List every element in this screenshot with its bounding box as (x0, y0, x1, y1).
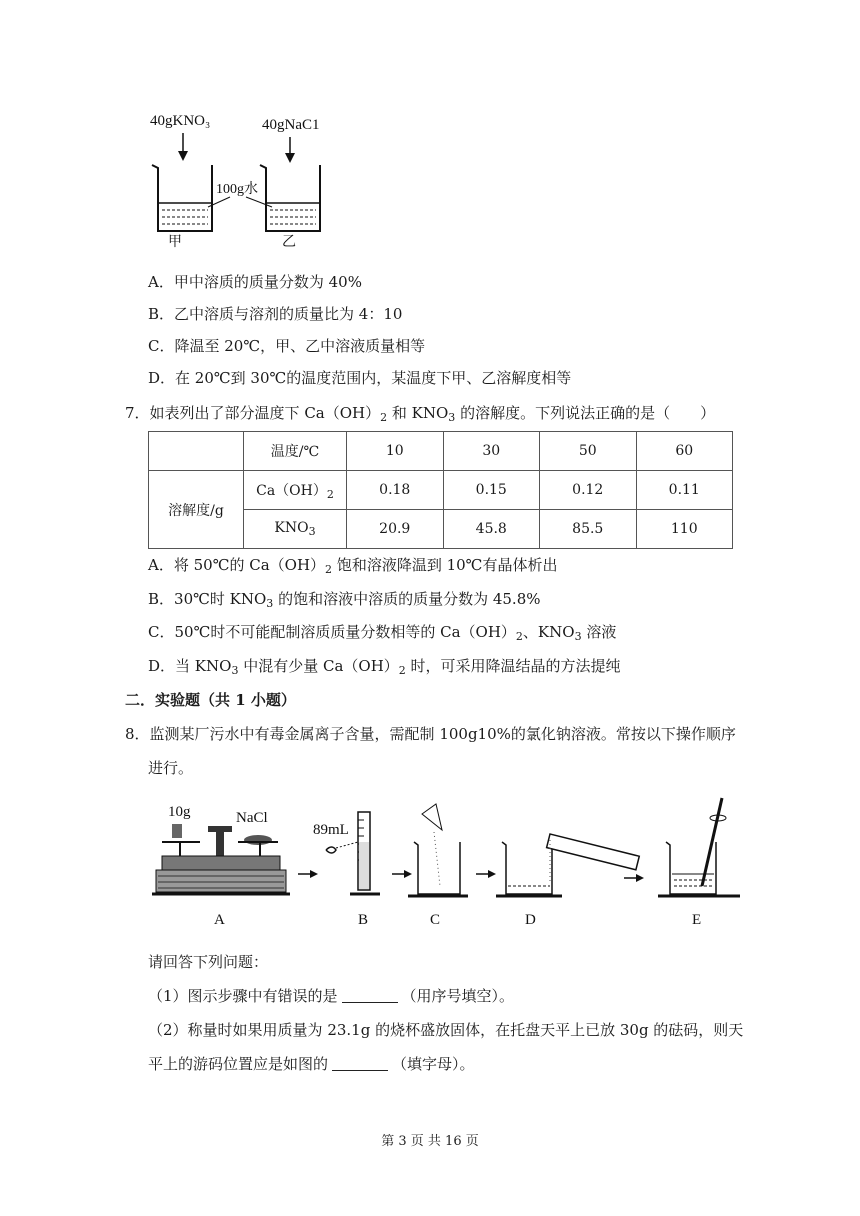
label-nacl-salt: NaCl (236, 810, 268, 826)
label-kno3: 40gKNO₃ (150, 113, 211, 129)
q6-option-a: A．甲中溶质的质量分数为 40% (148, 273, 362, 291)
label-10g: 10g (168, 804, 191, 820)
table-row (149, 471, 733, 510)
q8-stem-line1: 8．监测某厂污水中有毒金属离子含量，需配制 100g10%的氯化钠溶液。常按以下操作顺序 (125, 725, 736, 743)
answer-blank[interactable] (342, 988, 398, 1003)
step-label: E (692, 912, 702, 928)
q6-option-c: C．降温至 20℃，甲、乙中溶液质量相等 (148, 337, 426, 355)
q8-prompt: 请回答下列问题： (148, 953, 269, 971)
q8-sub2-line1: （2）称量时如果用质量为 23.1g 的烧杯盛放固体，在托盘天平上已放 30g 的砝码，则天 (148, 1021, 744, 1039)
table-row-name-kno3: $KNO_3$ (244, 510, 347, 549)
table-cell: 10 (347, 432, 444, 471)
table-header-temp: 温度/℃ (244, 432, 347, 471)
table-cell: 85.5 (540, 510, 637, 549)
label-water: 100g水 (216, 182, 258, 197)
q7-option-c: C．50℃时不可能配制溶质质量分数相等的 $Ca(OH)_2$、$KNO_3$ 溶液 (148, 623, 617, 643)
experiment-figure (150, 790, 750, 935)
table-cell: 60 (636, 432, 733, 471)
step-label: D (525, 912, 536, 928)
table-cell: 20.9 (347, 510, 444, 549)
q8-stem-line2: 进行。 (148, 759, 194, 777)
beaker-figure (140, 105, 360, 250)
label-nacl: 40gNaC1 (262, 117, 320, 133)
table-cell: 110 (636, 510, 733, 549)
q6-option-b: B．乙中溶质与溶剂的质量比为 4：10 (148, 305, 403, 323)
beaker-label-jia: 甲 (168, 235, 182, 250)
q6-option-d: D．在 20℃到 30℃的温度范围内，某温度下甲、乙溶解度相等 (148, 369, 572, 387)
page-footer: 第 3 页 共 16 页 (381, 1134, 479, 1149)
table-cell: 0.11 (636, 471, 733, 510)
beaker-label-yi: 乙 (282, 235, 296, 250)
q8-sub1: （1）图示步骤中有错误的是 （用序号填空）。 (148, 987, 515, 1005)
section-title: 二．实验题（共 1 小题） (125, 691, 296, 709)
q7-option-d: D．当 $KNO_3$ 中混有少量 $Ca(OH)_2$ 时，可采用降温结晶的方法提纯 (148, 657, 621, 677)
table-row-name-caoh2: $Ca(OH)_2$ (244, 471, 347, 510)
q7-option-a: A．将 50℃的 $Ca(OH)_2$ 饱和溶液降温到 10℃有晶体析出 (148, 556, 558, 576)
step-label: B (358, 912, 369, 928)
table-cell: 0.18 (347, 471, 444, 510)
table-cell: 30 (443, 432, 540, 471)
step-label: C (430, 912, 441, 928)
table-row (149, 432, 733, 471)
answer-blank[interactable] (332, 1056, 388, 1071)
table-cell: 45.8 (443, 510, 540, 549)
step-label: A (214, 912, 225, 928)
table-cell: 0.12 (540, 471, 637, 510)
table-cell: 0.15 (443, 471, 540, 510)
q7-stem: 7．如表列出了部分温度下 $Ca(OH)_2$ 和 $KNO_3$ 的溶解度。下列说法正确的是（ ） (125, 404, 716, 424)
table-row-group: 溶解度/g (149, 471, 244, 549)
q7-option-b: B．30℃时 $KNO_3$ 的饱和溶液中溶质的质量分数为 45.8% (148, 590, 541, 610)
table-cell: 50 (540, 432, 637, 471)
label-89ml: 89mL (313, 822, 349, 838)
q8-sub2-line2: 平上的游码位置应是如图的 （填字母）。 (148, 1055, 475, 1073)
solubility-table (148, 431, 733, 549)
